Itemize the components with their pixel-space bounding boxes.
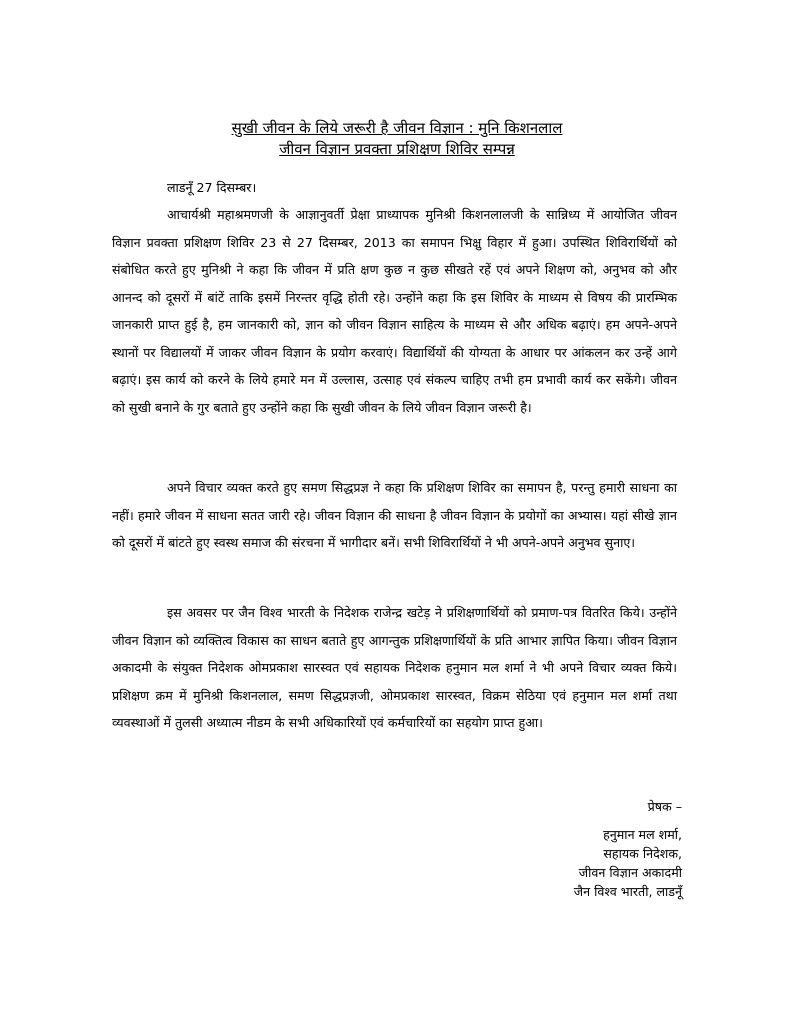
signatory-organization: जैन विश्व भारती, लाडनूँ [573,884,682,899]
dateline: लाडनूँ 27 दिसम्बर। [167,180,257,195]
signature-block [574,825,682,901]
body-paragraph-1 [112,201,677,421]
body-paragraph-2 [112,474,677,557]
body-paragraph-3 [112,599,677,737]
signatory-designation: सहायक निदेशक, [603,846,682,861]
page-subtitle: जीवन विज्ञान प्रवक्ता प्रशिक्षण शिविर सम्पन्न [279,140,515,158]
page-title: सुखी जीवन के लिये जरूरी है जीवन विज्ञान : मुनि किशनलाल [231,119,563,137]
signatory-name: हनुमान मल शर्मा, [603,827,682,842]
signatory-department: जीवन विज्ञान अकादमी [578,865,682,880]
paragraph-text: अपने विचार व्यक्त करते हुए समण सिद्धप्रज्ञ ने कहा कि प्रशिक्षण शिविर का समापन है, परन्तु हमारी साधना का नहीं। हमारे जीवन में साधना सतत जारी रहे। जीवन विज्ञान की साधना है जीवन विज्ञान के प्रयोगों का अभ्यास। यहां सीखे ज्ञान को दूसरों में बांटते हुए स्वस्थ समाज की संरचना में भागीदार बनें। सभी शिविरार्थियों ने भी अपने-अपने अनुभव सुनाए। [112,480,677,550]
sender-label: प्रेषक – [647,799,682,814]
paragraph-text: इस अवसर पर जैन विश्व भारती के निदेशक राजेन्द्र खटेड़ ने प्रशिक्षणार्थियों को प्रमाण-पत्र वितरित किये। उन्होंने जीवन विज्ञान को व्यक्तित्व विकास का साधन बताते हुए आगन्तुक प्रशिक्षणार्थियों के प्रति आभार ज्ञापित किया। जीवन विज्ञान अकादमी के संयुक्त निदेशक ओमप्रकाश सारस्वत एवं सहायक निदेशक हनुमान मल शर्मा ने भी अपने विचार व्यक्त किये। प्रशिक्षण क्रम में मुनिश्री किशनलाल, समण सिद्धप्रज्ञजी, ओमप्रकाश सारस्वत, विक्रम सेठिया एवं हनुमान मल शर्मा तथा व्यवस्थाओं में तुलसी अध्यात्म नीडम के सभी अधिकारियों एवं कर्मचारियों का सहयोग प्राप्त हुआ। [112,605,677,730]
paragraph-text: आचार्यश्री महाश्रमणजी के आज्ञानुवर्ती प्रेक्षा प्राध्यापक मुनिश्री किशनलालजी के सान्निध्य में आयोजित जीवन विज्ञान प्रवक्ता प्रशिक्षण शिविर 23 से 27 दिसम्बर, 2013 का समापन भिक्षु विहार में हुआ। उपस्थित शिविरार्थियों को संबोधित करते हुए मुनिश्री ने कहा कि जीवन में प्रति क्षण कुछ न कुछ सीखते रहें एवं अपने शिक्षण को, अनुभव को और आनन्द को दूसरों में बांटें ताकि इसमें निरन्तर वृद्धि होती रहे। उन्होंने कहा कि इस शिविर के माध्यम से विषय की प्रारम्भिक जानकारी प्राप्त हुई है, हम जानकारी को, ज्ञान को जीवन विज्ञान साहित्य के माध्यम से और अधिक बढ़ाएं। हम अपने-अपने स्थानों पर विद्यालयों में जाकर जीवन विज्ञान के प्रयोग करवाएं। विद्यार्थियों की योग्यता के आधार पर आंकलन कर उन्हें आगे बढ़ाएं। इस कार्य को करने के लिये हमारे मन में उल्लास, उत्साह एवं संकल्प चाहिए तभी हम प्रभावी कार्य कर सकेंगे। जीवन को सुखी बनाने के गुर बताते हुए उन्होंने कहा कि सुखी जीवन के लिये जीवन विज्ञान जरूरी है। [112,207,677,415]
